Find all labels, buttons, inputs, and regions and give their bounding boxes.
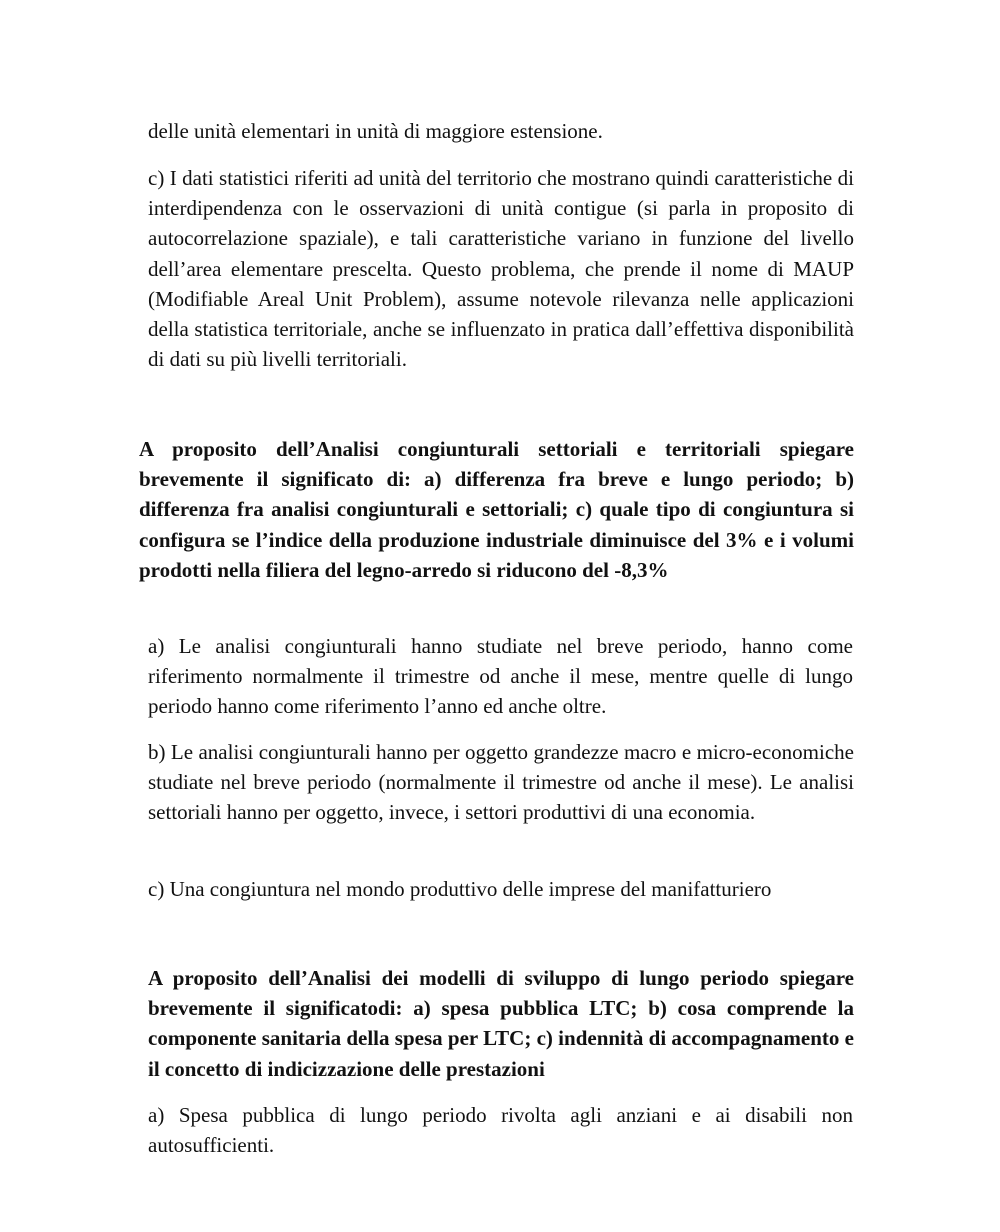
question-2-heading: A proposito dell’Analisi dei modelli di sviluppo di lungo periodo spiegare brevemente il significatodi: a) spesa pubblica LTC; b) cosa comprende la componente sanitaria della spesa per LTC; c) indennità di accompagnamento e il concetto di indicizzazione delle prestazioni — [148, 966, 854, 1081]
question-1-heading: A proposito dell’Analisi congiunturali settoriali e territoriali spiegare brevemente il significato di: a) differenza fra breve e lungo periodo; b) differenza fra analisi congiunturali e settoriali; c) quale tipo di congiuntura si configura se l’indice della produzione industriale diminuisce del 3% e i volumi prodotti nella filiera del legno-arredo si riducono del -8,3% — [139, 437, 854, 582]
answer-1c-paragraph: c) Una congiuntura nel mondo produttivo delle imprese del manifatturiero — [148, 877, 772, 901]
answer-1b-paragraph: b) Le analisi congiunturali hanno per oggetto grandezze macro e micro-economiche studiate nel breve periodo (normalmente il trimestre od anche il mese). Le analisi settoriali hanno per oggetto, invece, i settori produttivi di una economia. — [148, 740, 854, 825]
answer-2a-paragraph: a) Spesa pubblica di lungo periodo rivolta agli anziani e ai disabili non autosufficienti. — [148, 1103, 853, 1158]
item-c-territorio-paragraph: c) I dati statistici riferiti ad unità del territorio che mostrano quindi caratteristiche di interdipendenza con le osservazioni di unità contigue (si parla in proposito di autocorrelazione spaziale), e tali caratteristiche variano in funzione del livello dell’area elementare prescelta. Questo problema, che prende il nome di MAUP (Modifiable Areal Unit Problem), assume notevole rilevanza nelle applicazioni della statistica territoriale, anche se influenzato in pratica dall’effettiva disponibilità di dati su più livelli territoriali. — [148, 166, 854, 372]
continuation-paragraph: delle unità elementari in unità di maggiore estensione. — [148, 119, 603, 143]
answer-1a-paragraph: a) Le analisi congiunturali hanno studiate nel breve periodo, hanno come riferimento normalmente il trimestre od anche il mese, mentre quelle di lungo periodo hanno come riferimento l’anno ed anche oltre. — [148, 634, 853, 719]
